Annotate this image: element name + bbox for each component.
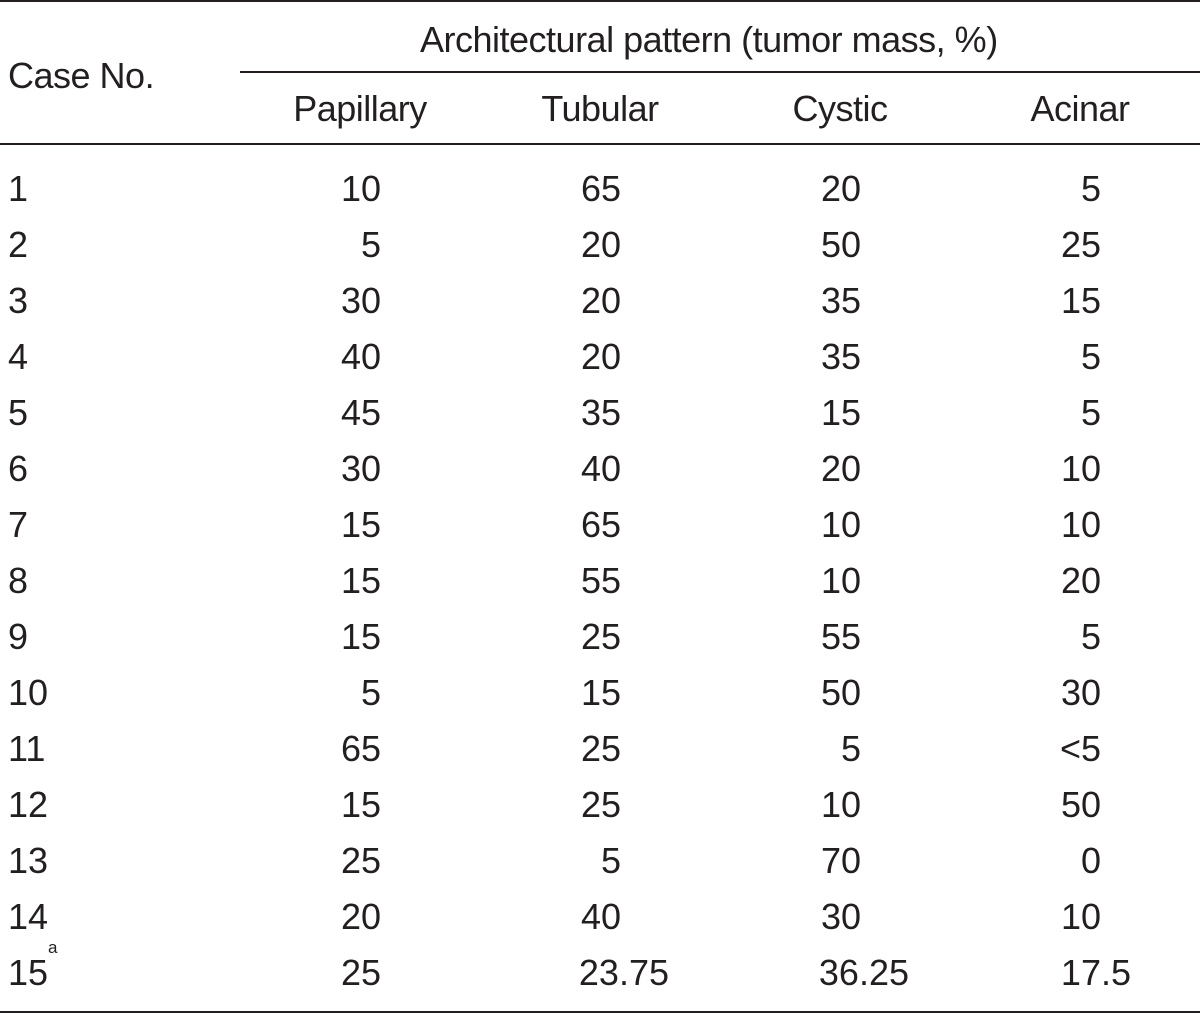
tubular-value: 20 (580, 336, 621, 377)
acinar-value: 17.5 (1060, 952, 1131, 993)
column-header-tubular: Tubular (541, 88, 659, 129)
papillary-value: 30 (340, 448, 381, 489)
case-number-cell (8, 441, 28, 497)
header-bottom-rule (0, 143, 1200, 145)
acinar-value: 15 (1060, 280, 1101, 321)
acinar-value: 0 (1080, 840, 1101, 881)
case-number-header: Case No. (8, 55, 155, 96)
papillary-value: 15 (340, 616, 381, 657)
case-number: 6 (8, 448, 29, 489)
case-number-cell (8, 721, 45, 777)
group-header-rule (240, 71, 1200, 73)
case-number-cell (8, 329, 28, 385)
table-row (0, 833, 1200, 889)
papillary-value: 45 (340, 392, 381, 433)
tubular-value: 5 (600, 840, 621, 881)
tubular-value: 20 (580, 280, 621, 321)
cystic-value: 70 (820, 840, 861, 881)
table-row (0, 441, 1200, 497)
table-row (0, 553, 1200, 609)
case-number-cell (8, 609, 28, 665)
tubular-value: 55 (580, 560, 621, 601)
papillary-value: 65 (340, 728, 381, 769)
cystic-value: 30 (820, 896, 861, 937)
papillary-value: 15 (340, 784, 381, 825)
table-top-rule (0, 0, 1200, 2)
tubular-value: 20 (580, 224, 621, 265)
acinar-value: 50 (1060, 784, 1101, 825)
case-number: 10 (8, 672, 49, 713)
case-number-cell (8, 217, 28, 273)
papillary-value: 40 (340, 336, 381, 377)
papillary-value: 20 (340, 896, 381, 937)
papillary-value: 25 (340, 840, 381, 881)
case-number: 7 (8, 504, 29, 545)
acinar-value: 20 (1060, 560, 1101, 601)
column-header-cystic: Cystic (792, 88, 888, 129)
case-number: 12 (8, 784, 49, 825)
column-header-acinar: Acinar (1030, 88, 1130, 129)
case-number: 13 (8, 840, 49, 881)
cystic-value: 20 (820, 168, 861, 209)
column-header-papillary: Papillary (293, 88, 427, 129)
table-row (0, 497, 1200, 553)
footnote-marker: a (48, 938, 58, 957)
table-row (0, 609, 1200, 665)
table-row (0, 273, 1200, 329)
case-number-cell (8, 889, 48, 945)
table-row (0, 161, 1200, 217)
papillary-value: 5 (360, 672, 381, 713)
case-number: 14 (8, 896, 49, 937)
tubular-value: 25 (580, 728, 621, 769)
case-number-cell (8, 273, 28, 329)
table-row (0, 329, 1200, 385)
acinar-value: 10 (1060, 504, 1101, 545)
papillary-value: 15 (340, 560, 381, 601)
case-number: 3 (8, 280, 29, 321)
table-row (0, 217, 1200, 273)
case-number-cell (8, 833, 48, 889)
papillary-value: 30 (340, 280, 381, 321)
tubular-value: 23.75 (578, 952, 669, 993)
tubular-value: 65 (580, 504, 621, 545)
acinar-value: 5 (1080, 336, 1101, 377)
tubular-value: 35 (580, 392, 621, 433)
tubular-value: 40 (580, 896, 621, 937)
case-number-cell (8, 553, 28, 609)
tubular-value: 65 (580, 168, 621, 209)
case-number: 11 (8, 728, 46, 769)
papillary-value: 15 (340, 504, 381, 545)
tubular-value: 25 (580, 784, 621, 825)
table-row (0, 938, 1200, 1001)
case-number-cell (8, 777, 48, 833)
table-row (0, 665, 1200, 721)
cystic-value: 36.25 (818, 952, 909, 993)
case-number: 4 (8, 336, 29, 377)
case-number-cell (8, 938, 58, 1001)
papillary-value: 10 (340, 168, 381, 209)
case-number-cell (8, 497, 28, 553)
cystic-value: 55 (820, 616, 861, 657)
cystic-value: 50 (820, 672, 861, 713)
cystic-value: 15 (820, 392, 861, 433)
tubular-value: 15 (580, 672, 621, 713)
acinar-value: <5 (1059, 728, 1101, 769)
tubular-value: 40 (580, 448, 621, 489)
table-row (0, 721, 1200, 777)
cystic-value: 20 (820, 448, 861, 489)
case-number: 5 (8, 392, 29, 433)
tubular-value: 25 (580, 616, 621, 657)
table-row (0, 385, 1200, 441)
case-number-cell (8, 665, 48, 721)
acinar-value: 10 (1060, 448, 1101, 489)
cystic-value: 5 (840, 728, 861, 769)
acinar-value: 5 (1080, 616, 1101, 657)
case-number-cell (8, 161, 28, 217)
cystic-value: 10 (820, 504, 861, 545)
acinar-value: 30 (1060, 672, 1101, 713)
case-number: 15 (8, 952, 49, 993)
acinar-value: 25 (1060, 224, 1101, 265)
case-number: 8 (8, 560, 29, 601)
cystic-value: 35 (820, 336, 861, 377)
table-row (0, 889, 1200, 945)
papillary-value: 5 (360, 224, 381, 265)
case-number-cell (8, 385, 28, 441)
table-row (0, 777, 1200, 833)
cystic-value: 35 (820, 280, 861, 321)
case-number: 2 (8, 224, 29, 265)
cystic-value: 10 (820, 560, 861, 601)
papillary-value: 25 (340, 952, 381, 993)
acinar-value: 5 (1080, 168, 1101, 209)
cystic-value: 50 (820, 224, 861, 265)
cystic-value: 10 (820, 784, 861, 825)
case-number: 9 (8, 616, 29, 657)
acinar-value: 10 (1060, 896, 1101, 937)
acinar-value: 5 (1080, 392, 1101, 433)
case-number: 1 (8, 168, 29, 209)
architectural-pattern-header: Architectural pattern (tumor mass, %) (420, 19, 998, 60)
